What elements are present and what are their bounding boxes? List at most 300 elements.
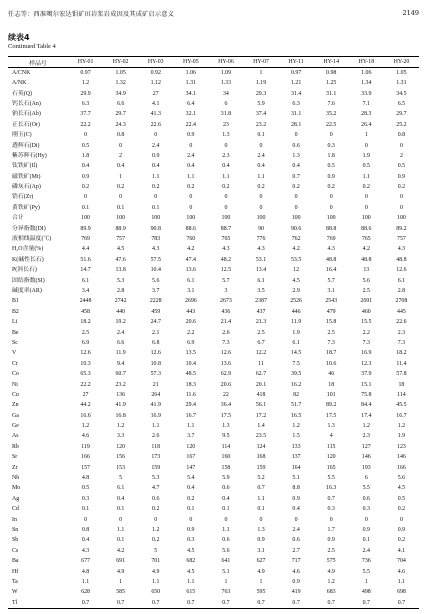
table-cell: 769 [81,236,90,243]
table-cell: 1.2 [362,423,370,430]
table-cell: 6.7 [257,339,265,346]
table-cell: 0.3 [327,142,335,149]
row-label: 钠长石(Ab) [12,111,41,118]
row-label: 碱度率(AR) [12,288,42,294]
table-cell: 51.6 [80,256,91,263]
table-cell: 100 [361,215,371,222]
table-cell: 159 [256,464,266,471]
table-cell: 19.2 [115,319,126,326]
table-cell: 29.4 [185,402,196,409]
row-label: 固结指数(SI) [12,277,45,284]
table-cell: 4.9 [152,568,160,575]
table-cell: 2228 [149,298,162,305]
table-cell: 0.9 [81,173,90,180]
row-label: 锆石(Zr) [12,194,34,201]
table-cell: 28.1 [290,121,302,128]
table-cell: 595 [256,589,266,596]
table-cell: 5.1 [292,475,300,482]
table-cell: 7.3 [222,339,230,346]
table-cell: 615 [186,589,196,596]
table-cell: 419 [291,589,301,596]
table-row [8,390,419,400]
row-label: Cs [12,547,19,554]
table-cell: 0.5 [81,142,90,149]
table-cell: 0.9 [327,173,335,180]
table-cell: 0 [259,142,263,149]
table-row [8,411,419,421]
table-cell: 6.1 [397,277,406,284]
table-cell: 0 [399,204,403,211]
table-cell: 2.5 [362,288,370,294]
table-cell: 677 [81,558,90,565]
table-cell: 4.3 [152,246,160,253]
table-cell: 57.3 [150,371,161,378]
table-cell: 3.1 [257,547,265,554]
table-cell: 2.3 [397,329,406,336]
table-cell: 1.31 [396,80,407,87]
row-label: Cr [12,360,18,367]
table-cell: 1.1 [222,173,230,180]
table-cell: 418 [256,391,266,398]
table-cell: 2696 [184,298,197,305]
table-row [8,255,419,265]
table-cell: 0.9 [292,578,300,585]
table-cell: 23.2 [255,121,267,128]
table-cell: 0.9 [327,537,335,544]
table-cell: 459 [151,308,161,315]
table-cell: 0.3 [327,506,335,513]
table-cell: 1.1 [397,578,406,585]
table-row [8,421,419,431]
table-cell: 0.1 [116,506,125,513]
table-cell: 53.1 [255,256,267,263]
table-cell: 1.25 [326,80,337,87]
table-cell: 100 [116,215,126,222]
table-cell: 2.6 [152,433,160,440]
table-cell: 1 [364,132,368,139]
table-cell: 0.2 [397,506,406,513]
table-cell: 3.4 [81,288,90,294]
table-cell: 0.7 [138,598,173,609]
table-cell: 0 [364,142,368,149]
table-cell: 1 [224,578,228,585]
table-cell: 4.5 [187,547,195,554]
table-cell: 28.3 [361,111,372,118]
table-cell: 1.2 [81,80,90,87]
table-cell: 89.9 [80,225,91,232]
table-cell: 783 [151,236,161,243]
header-sample-id: HY-06 [208,57,243,68]
table-cell: 20.1 [255,381,267,388]
table-cell: 2.4 [152,142,160,149]
table-body [8,68,419,609]
table-cell: 0 [329,132,333,139]
table-row [8,587,419,597]
table-cell: 5.6 [362,277,370,284]
table-row [8,442,419,452]
table-cell: 0.2 [187,184,195,191]
table-cell: 0.2 [152,184,160,191]
table-row [8,296,419,306]
table-cell: 641 [221,558,231,565]
table-cell: 1.9 [397,433,406,440]
table-cell: 691 [116,558,126,565]
table-cell: 4.9 [257,568,265,575]
table-cell: 1.3 [292,152,300,159]
table-cell: 82 [293,391,300,398]
table-cell: 0.9 [152,152,160,159]
table-cell: 0.1 [81,506,90,513]
table-cell: 4.2 [116,547,125,554]
table-cell: 2448 [79,298,92,305]
row-label: Ni [12,381,18,388]
table-cell: 35.2 [326,111,337,118]
table-row [8,244,419,254]
table-cell: 627 [256,558,266,565]
table-cell: 1.4 [257,423,265,430]
table-cell: 21.4 [220,319,232,326]
row-label: 石英(Q) [12,90,32,97]
table-cell: 4.6 [81,433,90,440]
table-row [8,161,419,171]
row-label: Sr [12,454,18,461]
table-cell: 6.5 [397,100,406,107]
table-cell: 440 [116,308,126,315]
table-row [8,213,419,223]
table-cell: 34.9 [115,90,126,97]
table-cell: 13.6 [185,267,196,274]
table-cell: 757 [116,236,126,243]
table-row [8,379,419,389]
table-cell: 1.1 [187,423,195,430]
table-cell: 0.2 [152,506,160,513]
table-cell: 1.2 [81,423,90,430]
row-label: 黄铁矿(Py) [12,204,40,211]
table-cell: 88.8 [326,225,337,232]
table-cell: 4.5 [187,568,195,575]
table-cell: 100 [291,215,301,222]
table-cell: 436 [221,308,231,315]
table-cell: 7.3 [397,339,406,346]
table-cell: 6.3 [81,100,90,107]
row-label: Ge [12,423,19,430]
row-label: As [12,433,19,440]
table-row [8,556,419,566]
table-cell: 0.7 [257,485,265,492]
table-cell: 5.4 [187,475,195,482]
table-cell: 0.7 [279,598,314,609]
table-cell: 2.5 [257,329,265,336]
table-cell: 21.3 [255,319,267,326]
table-cell: 22.5 [326,121,337,128]
table-cell: 0.3 [187,537,195,544]
table-cell: 1.3 [327,423,335,430]
table-cell: 26.4 [361,121,372,128]
table-cell: 6 [224,100,228,107]
table-cell: 1.3 [257,526,265,533]
table-row [8,535,419,545]
table-cell: 762 [291,236,301,243]
running-head [8,7,419,19]
table-cell: 717 [291,558,301,565]
row-label: Sn [12,526,19,533]
table-cell: 12.3 [361,360,372,367]
table-cell: 23.2 [115,381,126,388]
table-cell: 4.8 [81,475,90,482]
table-cell: 10.8 [150,360,161,367]
table-cell: 7.5 [292,360,300,367]
table-cell: 100 [186,215,196,222]
table-cell: 0 [119,194,123,201]
table-cell: 0.4 [292,163,300,170]
table-cell: 0.7 [292,173,300,180]
table-cell: 0 [329,204,333,211]
row-label: In [12,516,17,523]
table-cell: 1.1 [116,526,125,533]
table-cell: 0.1 [257,132,265,139]
table-row [8,504,419,514]
table-row [8,265,419,275]
table-row [8,348,419,358]
table-row [8,338,419,348]
table-cell: 0 [294,204,298,211]
table-cell: 0.2 [292,184,300,191]
row-label: Rb [12,443,19,450]
table-cell: 114 [221,443,231,450]
table-cell: 22.6 [396,319,407,326]
table-cell: 0.1 [81,204,90,211]
table-cell: 0.4 [222,163,230,170]
row-label: A/CNK [12,70,31,76]
table-cell: 1.3 [222,423,230,430]
table-cell: 3.7 [152,288,160,294]
table-cell: 0.8 [397,132,406,139]
table-cell: 0 [329,516,333,523]
header-sample-id: HY-03 [138,57,173,68]
row-label: Zr [12,464,18,471]
table-cell: 37.4 [255,111,267,118]
table-cell: 5.9 [257,100,265,107]
table-cell: 1.05 [115,70,126,76]
table-cell: 37.7 [80,111,91,118]
row-label: 磁铁矿(Mt) [12,173,41,180]
table-cell: 11.4 [396,360,407,367]
table-cell: 0.2 [362,184,370,191]
table-cell: 101 [326,391,336,398]
table-cell: 4.1 [397,547,406,554]
table-cell: 6.6 [116,100,125,107]
table-row [8,514,419,524]
table-cell: 3.7 [187,433,195,440]
table-cell: 48.8 [361,256,372,263]
table-cell: 4.3 [397,246,406,253]
table-cell: 9.4 [116,360,125,367]
table-cell: 133 [291,443,301,450]
table-cell: 100 [256,215,266,222]
table-cell: 120 [326,454,336,461]
table-cell: 2.4 [362,547,370,554]
table-cell: 17.4 [361,412,372,419]
table-cell: 1.7 [327,526,335,533]
table-cell: 1 [259,70,263,76]
table-row [8,546,419,556]
table-cell: 1.1 [257,173,265,180]
table-row [8,369,419,379]
table-cell: 6.1 [116,485,125,492]
table-cell: 0.7 [314,598,349,609]
table-cell: 0.8 [116,132,125,139]
table-cell: 4.2 [187,246,195,253]
table-cell: 1.2 [327,578,335,585]
table-cell: 166 [397,464,406,471]
table-cell: 18 [328,381,335,388]
table-cell: 39.5 [290,371,302,378]
table-cell: 56.1 [255,402,267,409]
table-cell: 0.7 [208,598,243,609]
table-row [8,359,419,369]
table-cell: 153 [116,464,126,471]
table-cell: 7.3 [327,339,335,346]
header-sample-id: HY-01 [68,57,103,68]
table-cell: 29.7 [396,111,407,118]
table-cell: 2526 [290,298,302,305]
table-cell: 1.2 [116,423,125,430]
table-cell: 4.5 [116,246,125,253]
table-cell: 4.1 [152,100,160,107]
table-cell: 24.7 [150,319,161,326]
table-cell: 7.6 [327,100,335,107]
table-cell: 9.5 [222,433,230,440]
table-cell: 1.1 [187,173,195,180]
table-cell: 31.4 [290,90,302,97]
table-cell: 41.9 [150,402,161,409]
table-cell: 8.8 [292,485,300,492]
row-label: 紫苏辉石(Hy) [12,152,47,159]
table-header-row [8,57,419,68]
table-cell: 4.6 [397,568,406,575]
table-cell: 100 [81,215,90,222]
table-cell: 6.1 [292,339,300,346]
table-cell: 4.3 [327,246,335,253]
table-row [8,494,419,504]
table-cell: 166 [81,454,90,461]
table-cell: 765 [361,236,371,243]
table-cell: 46 [328,371,335,378]
table-cell: 2 [399,152,403,159]
table-cell: 0 [189,194,193,201]
table-cell: 0.9 [362,526,370,533]
table-cell: 460 [361,308,371,315]
table-cell: 100 [326,215,336,222]
table-row [8,120,419,130]
table-cell: 84.4 [361,402,372,409]
table-cell: 29.9 [80,90,91,97]
table-cell: 119 [81,443,90,450]
table-cell: 2.1 [152,329,160,336]
table-cell: 0 [364,194,368,201]
table-cell: 0.9 [257,537,265,544]
table-cell: 34.5 [396,90,407,97]
table-cell: 704 [397,558,406,565]
table-row [8,598,419,609]
table-cell: 0 [224,516,228,523]
table-cell: 0.5 [362,163,370,170]
table-cell: 127 [361,443,371,450]
table-cell: 4.3 [257,246,265,253]
table-cell: 7.1 [362,100,370,107]
table-cell: 2.3 [222,152,230,159]
table-cell: 0.7 [349,598,384,609]
row-label: Ta [12,578,18,585]
header-sample-id: HY-05 [173,57,208,68]
table-title: 续表4 [8,33,30,42]
row-label: Sb [12,537,19,544]
table-cell: 48.8 [396,256,407,263]
row-label: 正长石(Or) [12,121,40,128]
table-cell: 173 [151,454,161,461]
table-cell: 2.4 [257,152,265,159]
table-cell: 16.7 [185,412,196,419]
table-cell: 2742 [114,298,127,305]
table-cell: 89.2 [396,225,407,232]
table-cell: 264 [151,391,161,398]
table-cell: 159 [151,464,161,471]
table-cell: 2.9 [292,288,300,294]
table-cell: 90 [258,225,264,232]
table-cell: 51.7 [290,402,302,409]
table-cell: 4.5 [397,485,406,492]
table-cell: 0.4 [187,485,195,492]
table-cell: 27 [82,391,89,398]
table-row [8,286,419,296]
table-cell: 0.9 [187,132,195,139]
table-cell: 0.9 [292,495,300,502]
table-cell: 15.1 [361,381,372,388]
table-row [8,151,419,161]
page-number: 2149 [402,9,419,17]
table-cell: 5.7 [327,277,335,284]
table-cell: 14.7 [80,267,91,274]
table-cell: 443 [186,308,196,315]
table-cell: 5.1 [222,568,230,575]
row-label: Cu [12,391,19,398]
table-cell: 0.7 [103,598,138,609]
table-cell: 23 [222,121,229,128]
table-cell: 20.6 [220,381,232,388]
row-label: 磷灰石(Ap) [12,184,41,191]
table-cell: 0.4 [116,495,125,502]
table-title-english: Continued Table 4 [8,43,56,50]
table-cell: 137 [291,454,301,461]
row-label: Mo [12,485,21,492]
table-cell: 164 [291,464,301,471]
table-cell: 1.1 [81,578,90,585]
table-cell: 0 [154,194,158,201]
table-cell: 16.5 [290,412,302,419]
table-cell: 6.6 [116,339,125,346]
table-row [8,88,419,98]
table-cell: 13.4 [255,267,267,274]
table-cell: 2.8 [397,288,406,294]
table-cell: 0.5 [81,485,90,492]
table-cell: 0.5 [327,163,335,170]
table-cell: 1.2 [397,423,406,430]
table-cell: 14.5 [290,350,302,357]
table-cell: 757 [397,236,406,243]
row-label: Ga [12,412,19,419]
table-cell: 0.4 [152,163,160,170]
table-cell: 446 [291,308,301,315]
